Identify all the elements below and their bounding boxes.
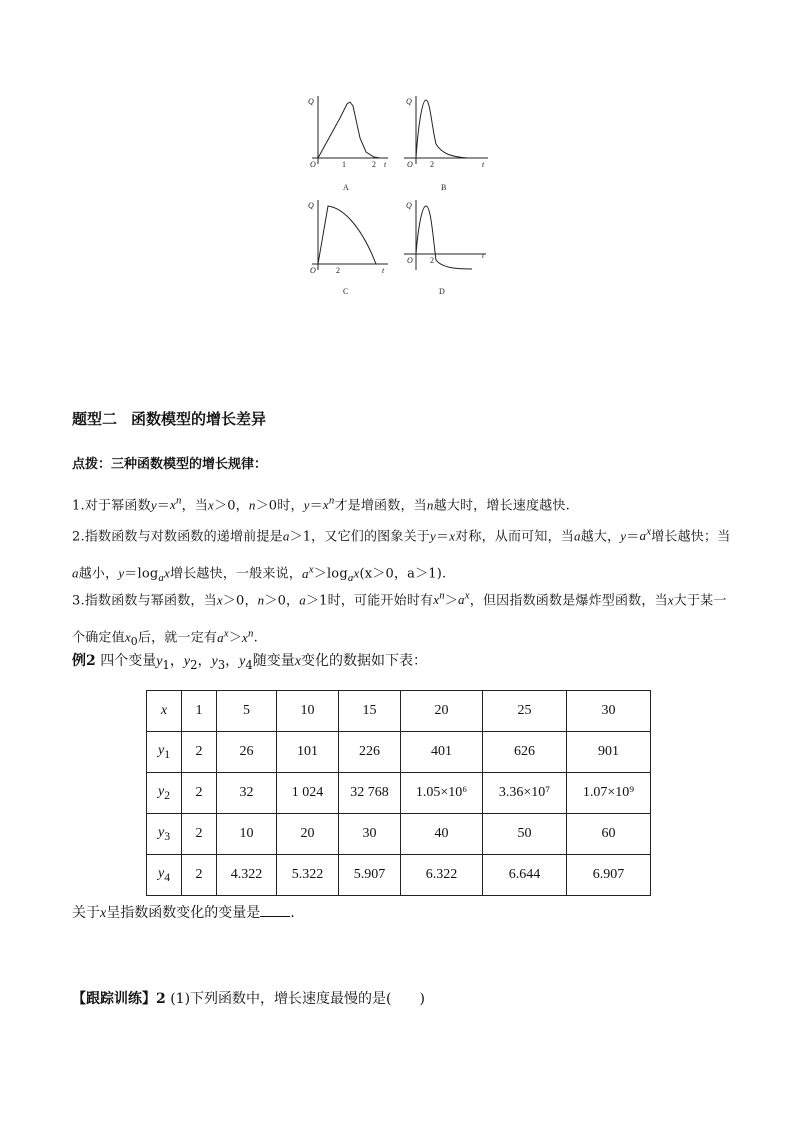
graph-b-origin: O bbox=[407, 160, 413, 169]
table-cell: 2 bbox=[182, 814, 217, 855]
example-2: 例2 四个变量$y_1$，$y_2$，$y_3$，$y_4$随变量x变化的数据如下表： bbox=[72, 653, 427, 672]
table-cell: 2 bbox=[182, 773, 217, 814]
table-cell: 2 bbox=[182, 732, 217, 773]
graph-b-tick-2: 2 bbox=[430, 160, 434, 169]
tip-paragraph-3: 3.指数函数与幂函数，当x＞0，n＞0，a＞1时，可能开始时有$x^n>a^x$，但因指数函数是爆炸型函数，当x大于某一个确定值$x_0$后，就一定有$a^x>x^n$. bbox=[72, 590, 727, 649]
table-cell: 226 bbox=[339, 732, 401, 773]
graphs-svg bbox=[300, 88, 500, 298]
table-row bbox=[147, 814, 651, 855]
training-number: 2 bbox=[156, 991, 166, 1007]
table-cell: 10 bbox=[217, 814, 277, 855]
table-row bbox=[147, 773, 651, 814]
training-line bbox=[72, 988, 425, 1008]
table-cell: 1 024 bbox=[277, 773, 339, 814]
function-graphs-figure bbox=[300, 88, 500, 298]
table-cell: 20 bbox=[277, 814, 339, 855]
table-cell: 40 bbox=[401, 814, 483, 855]
table-row bbox=[147, 691, 651, 732]
section-heading-title: 函数模型的增长差异 bbox=[131, 410, 267, 428]
table-cell: 5.907 bbox=[339, 855, 401, 896]
graph-b bbox=[404, 96, 488, 192]
section-heading-number: 题型二 bbox=[72, 410, 118, 428]
graph-c-tick-2: 2 bbox=[336, 266, 340, 275]
table-cell: 60 bbox=[567, 814, 651, 855]
table-cell: 30 bbox=[339, 814, 401, 855]
graph-a-origin: O bbox=[310, 160, 316, 169]
graph-a-y-label: Q bbox=[308, 97, 314, 106]
table-cell: 10 bbox=[277, 691, 339, 732]
table-row bbox=[147, 855, 651, 896]
table-cell: 1.05×10⁶ bbox=[401, 773, 483, 814]
row-variable: $y_3$ bbox=[147, 814, 182, 855]
graph-a-tick-2: 2 bbox=[372, 160, 376, 169]
table-cell: 626 bbox=[483, 732, 567, 773]
data-table bbox=[146, 690, 651, 896]
graph-d-origin: O bbox=[407, 256, 413, 265]
graph-d-tick-2: 2 bbox=[430, 256, 434, 265]
table-cell: 6.322 bbox=[401, 855, 483, 896]
table-cell: 26 bbox=[217, 732, 277, 773]
table-cell: 3.36×10⁷ bbox=[483, 773, 567, 814]
graph-d-caption: D bbox=[439, 287, 445, 296]
row-variable: x bbox=[147, 691, 182, 732]
graph-a-x-label: t bbox=[384, 160, 387, 169]
graph-d-x-label: t bbox=[482, 251, 485, 260]
training-label: 【跟踪训练】 bbox=[72, 991, 156, 1007]
graph-b-y-label: Q bbox=[406, 97, 412, 106]
row-variable: $y_4$ bbox=[147, 855, 182, 896]
table-cell: 30 bbox=[567, 691, 651, 732]
tip-paragraph-2: 2.指数函数与对数函数的递增前提是a＞1，又它们的图象关于y＝x对称，从而可知，当a越大，$y=a^x$增长越快；当a越小，$y=\log_ax$增长越快，一般来说，$a^x>\log_ax(x>0$，a＞1). bbox=[72, 526, 731, 585]
graph-c-x-label: t bbox=[382, 266, 385, 275]
table-cell: 5 bbox=[217, 691, 277, 732]
graph-a-tick-1: 1 bbox=[342, 160, 346, 169]
graph-c-caption: C bbox=[343, 287, 349, 296]
table-cell: 1 bbox=[182, 691, 217, 732]
graph-c-y-label: Q bbox=[308, 201, 314, 210]
section-heading bbox=[72, 408, 266, 429]
table-cell: 2 bbox=[182, 855, 217, 896]
row-variable: $y_1$ bbox=[147, 732, 182, 773]
table-cell: 5.322 bbox=[277, 855, 339, 896]
table-cell: 25 bbox=[483, 691, 567, 732]
table-cell: 50 bbox=[483, 814, 567, 855]
table-cell: 901 bbox=[567, 732, 651, 773]
graph-b-caption: B bbox=[441, 183, 447, 192]
table-cell: 6.644 bbox=[483, 855, 567, 896]
answer-blank[interactable] bbox=[260, 904, 290, 917]
tip-paragraph-1: 1.对于幂函数$y=x^n$，当x＞0，n＞0时，$y=x^n$才是增函数，当n越大时，增长速度越快. bbox=[72, 495, 570, 514]
table-cell: 32 768 bbox=[339, 773, 401, 814]
graph-c bbox=[308, 200, 388, 296]
tip-title: 点拨：三种函数模型的增长规律： bbox=[72, 457, 268, 472]
table-cell: 401 bbox=[401, 732, 483, 773]
table-cell: 20 bbox=[401, 691, 483, 732]
graph-a-caption: A bbox=[343, 183, 349, 192]
row-variable: $y_2$ bbox=[147, 773, 182, 814]
graph-d-y-label: Q bbox=[406, 201, 412, 210]
question-line: 关于x呈指数函数变化的变量是 . bbox=[72, 905, 295, 921]
table-cell: 6.907 bbox=[567, 855, 651, 896]
example-label: 例2 bbox=[72, 653, 96, 669]
table-cell: 1.07×10⁹ bbox=[567, 773, 651, 814]
graph-a bbox=[308, 96, 388, 192]
graph-c-origin: O bbox=[310, 266, 316, 275]
table-cell: 4.322 bbox=[217, 855, 277, 896]
graph-d bbox=[404, 200, 486, 296]
table-cell: 32 bbox=[217, 773, 277, 814]
table-cell: 101 bbox=[277, 732, 339, 773]
table-cell: 15 bbox=[339, 691, 401, 732]
graph-b-x-label: t bbox=[482, 160, 485, 169]
training-text: (1)下列函数中，增长速度最慢的是( ) bbox=[170, 991, 425, 1007]
table-row bbox=[147, 732, 651, 773]
